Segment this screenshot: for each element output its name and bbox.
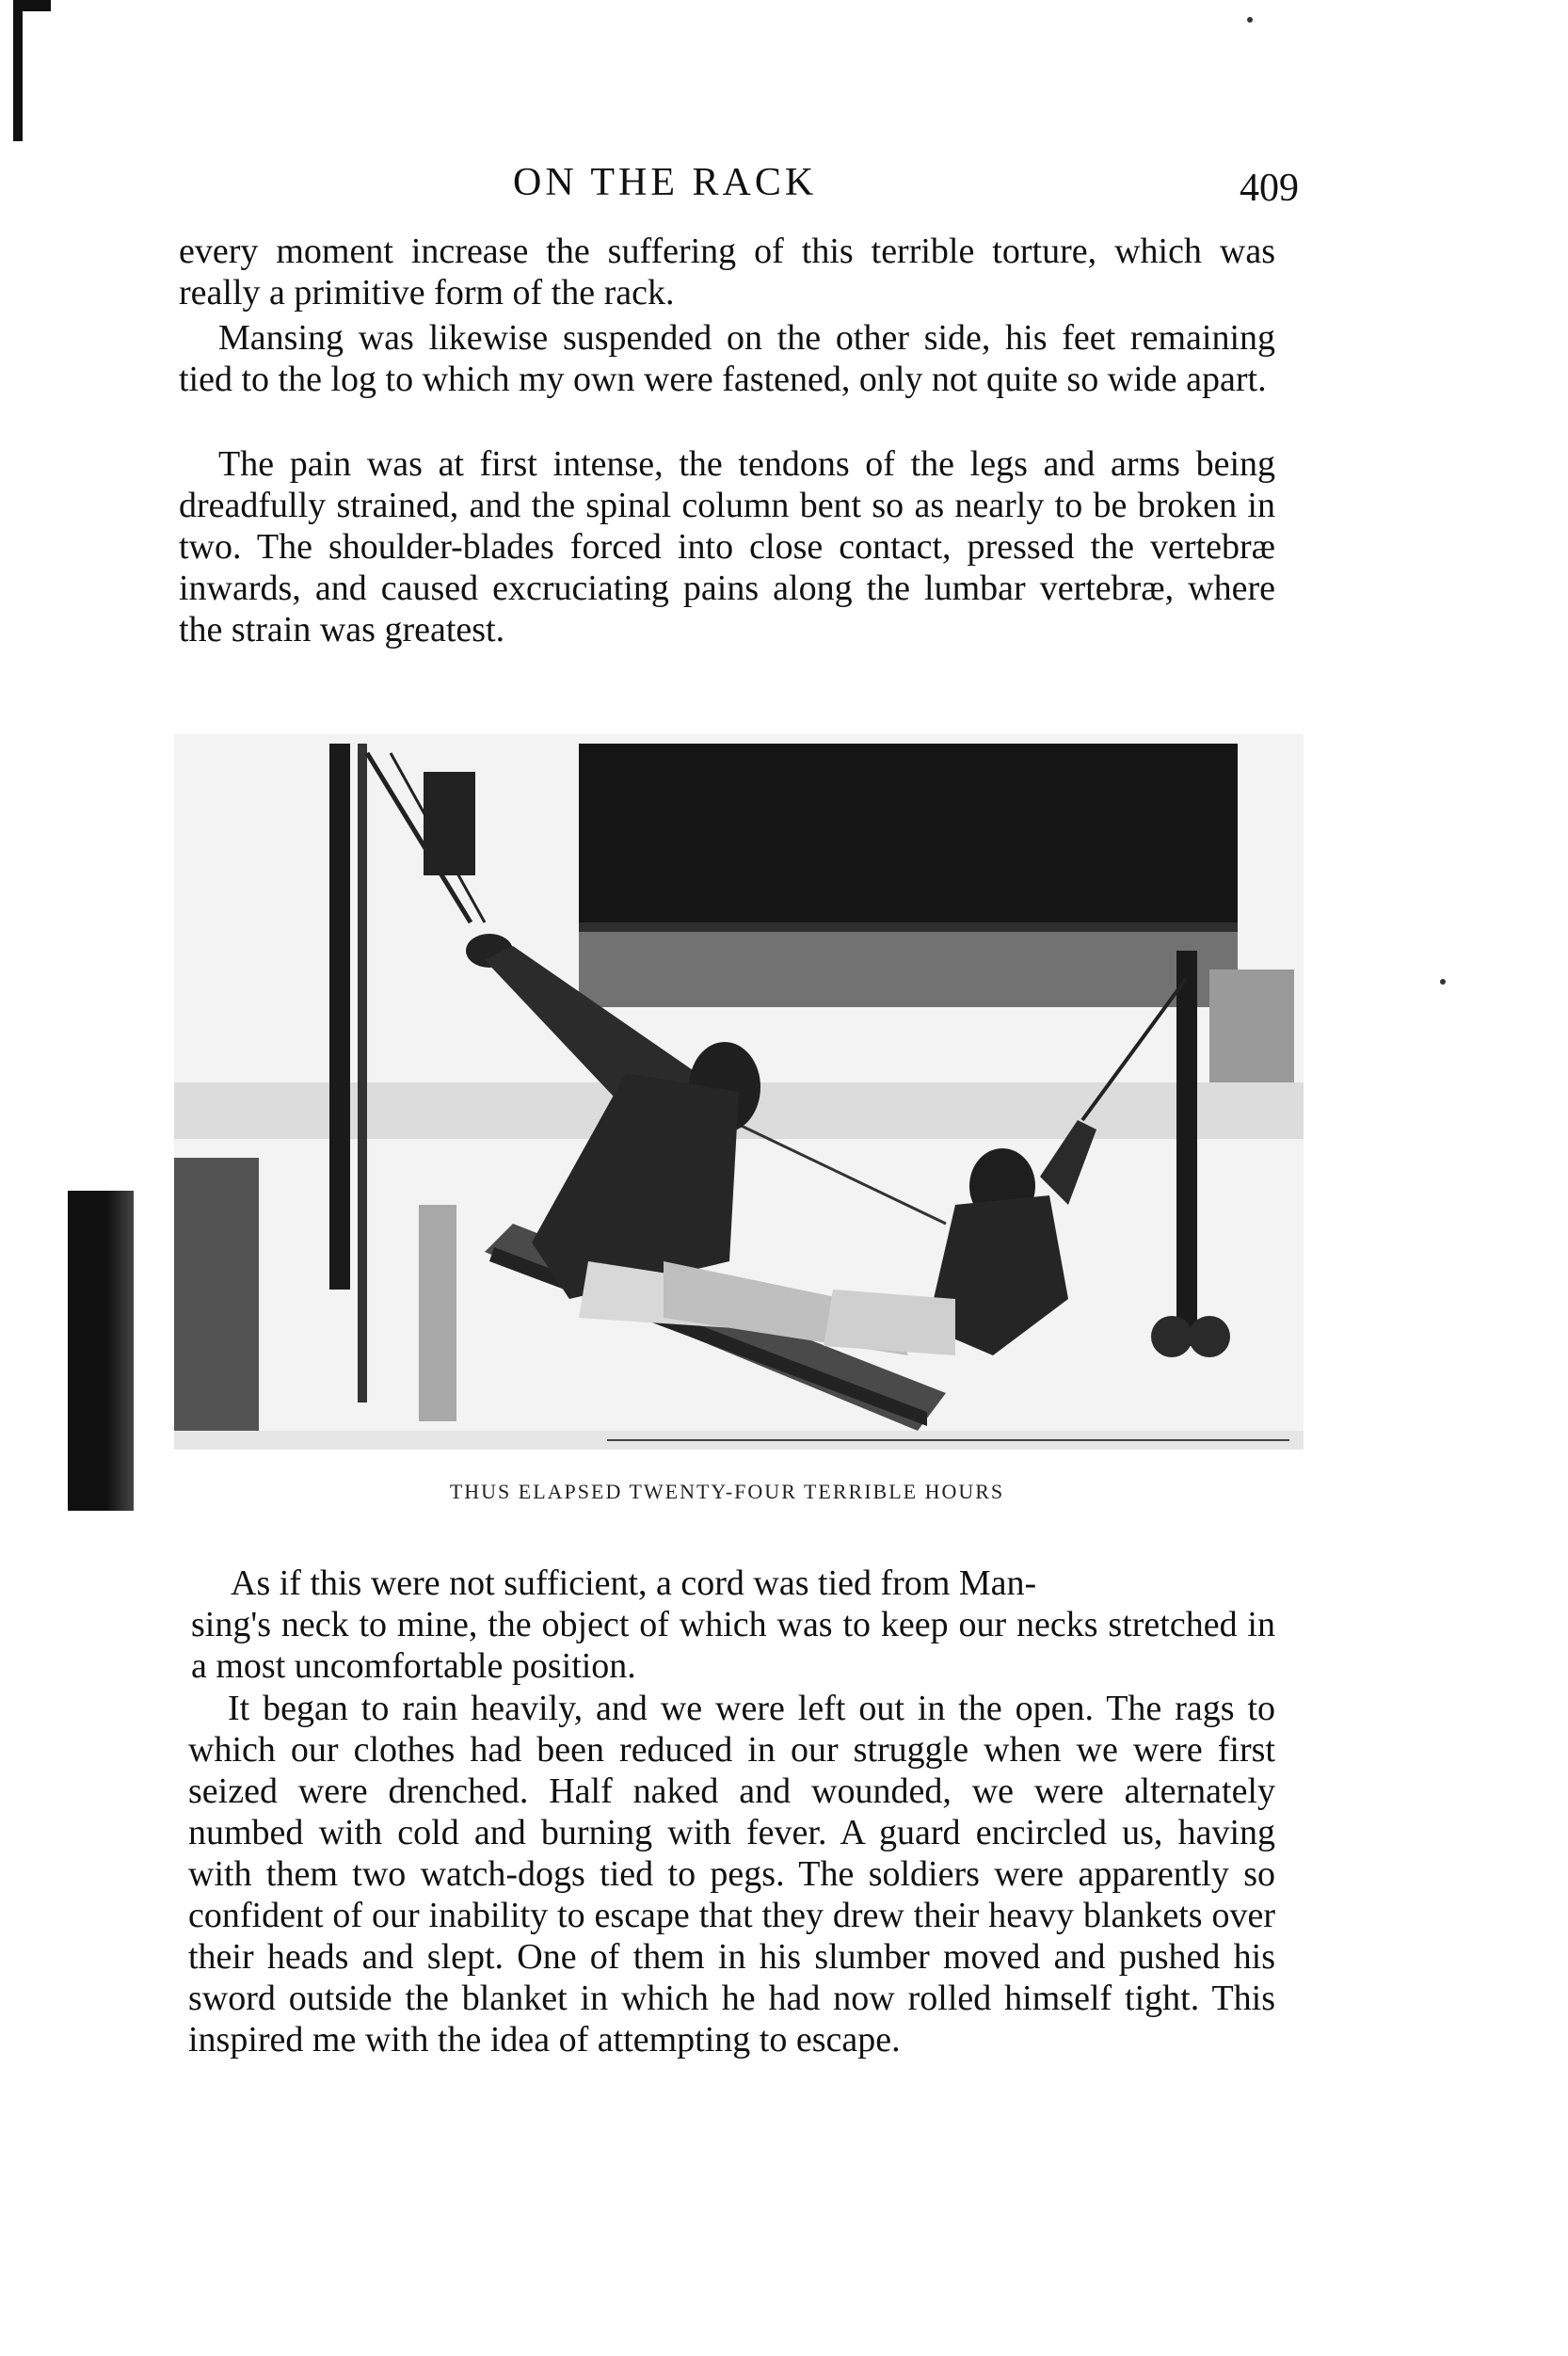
rack-torture-illustration xyxy=(174,734,1304,1450)
paragraph xyxy=(191,1563,1275,1687)
scan-edge-mark xyxy=(13,0,23,141)
page-number: 409 xyxy=(1240,167,1299,210)
scan-edge-shadow xyxy=(68,1191,134,1511)
figure-caption: THUS ELAPSED TWENTY-FOUR TERRIBLE HOURS xyxy=(449,1480,1005,1503)
paragraph: every moment increase the suffering of this terrible torture, which was really a primitive form of the rack. xyxy=(179,232,1275,313)
paragraph: The pain was at first intense, the tendons of the legs and arms being dreadfully strained, and the spinal column bent so as nearly to be broken in two. The shoulder-blades forced into close contact, pressed the vertebræ inwards, and caused excruciating pains along the lumbar vertebræ, where the strain was greatest. xyxy=(179,444,1275,649)
paragraph: Mansing was likewise suspended on the other side, his feet remaining tied to the log to which my own were fastened, only not quite so wide apart. xyxy=(179,318,1275,399)
paragraph-continuation: sing's neck to mine, the object of which was to keep our necks stretched in a most uncomfortable position. xyxy=(191,1605,1275,1686)
running-title: ON THE RACK xyxy=(513,161,818,204)
scan-speck xyxy=(1247,17,1253,23)
paragraph: It began to rain heavily, and we were left out in the open. The rags to which our clothes had been reduced in our struggle when we were first seized were drenched. Half naked and wounded, we were alternately numbed with cold and burning with fever. A guard encircled us, having with them two watch-dogs tied to pegs. The soldiers were apparently so confident of our inability to escape that they drew their heavy blankets over their heads and slept. One of them in his slumber moved and pushed his sword outside the blanket in which he had now rolled himself tight. This inspired me with the idea of attempting to escape. xyxy=(188,1689,1275,2059)
paragraph-line: As if this were not sufficient, a cord was tied from Man- xyxy=(231,1563,1037,1603)
scan-speck xyxy=(1440,979,1446,985)
running-head xyxy=(179,160,1299,226)
